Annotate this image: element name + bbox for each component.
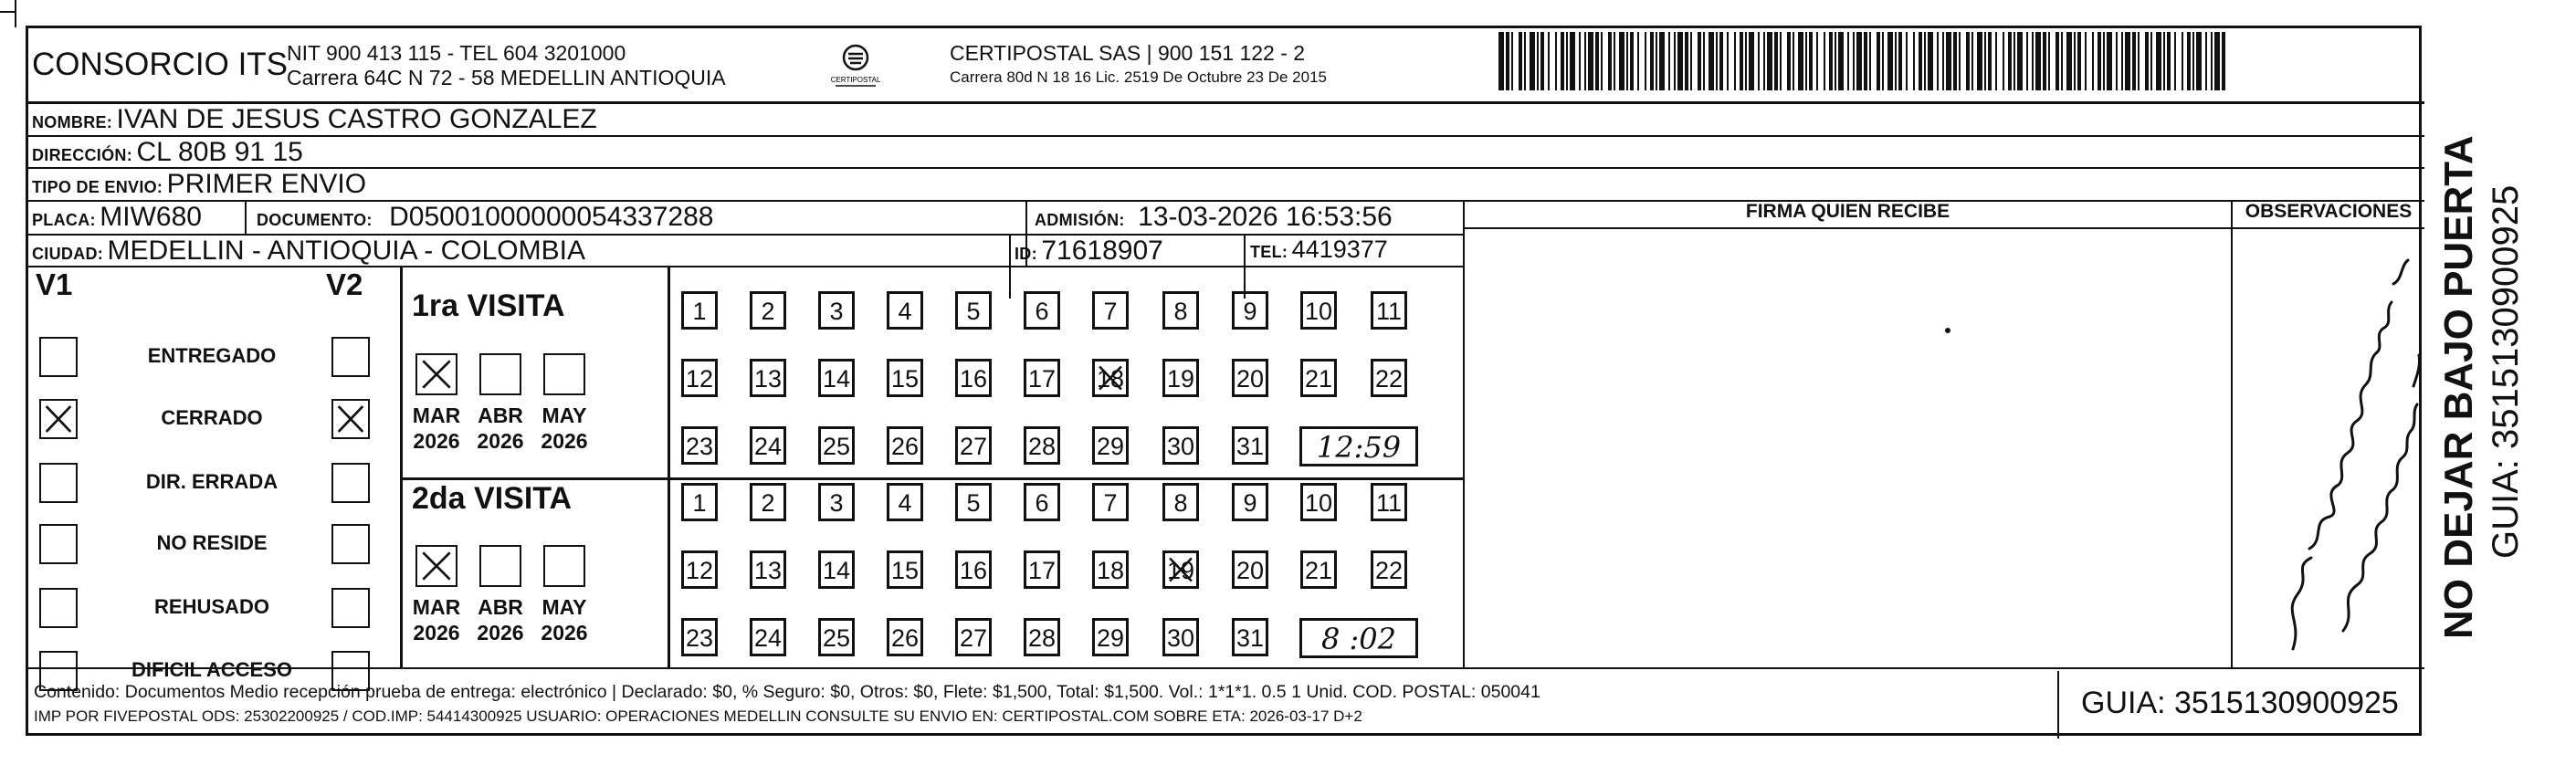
id-cell [1015, 236, 1163, 267]
placa-value: MIW680 [100, 202, 202, 232]
day-box[interactable] [1232, 291, 1268, 330]
observaciones-handwriting [2256, 247, 2421, 658]
day-box[interactable] [818, 359, 855, 397]
month-name: ABR [478, 595, 523, 619]
day-box[interactable] [818, 426, 855, 465]
observaciones-header: OBSERVACIONES [2245, 201, 2413, 222]
day-box[interactable] [750, 618, 786, 656]
day-box[interactable] [1232, 618, 1268, 656]
day-number: 31 [1235, 624, 1265, 652]
day-box[interactable] [818, 291, 855, 330]
v1-checkbox[interactable] [39, 588, 78, 628]
day-box[interactable] [955, 483, 992, 521]
nombre-label: NOMBRE: [32, 113, 113, 131]
documento-value: D05001000000054337288 [389, 202, 714, 232]
day-box[interactable] [1162, 426, 1199, 465]
day-number: 11 [1375, 489, 1403, 517]
month-name: MAY [541, 595, 587, 619]
visit-title: 2da VISITA [412, 481, 573, 516]
day-number: 16 [959, 557, 988, 584]
day-number: 17 [1027, 557, 1057, 584]
day-number: 3 [829, 489, 844, 517]
company-nit: NIT 900 413 115 - TEL 604 3201000 [287, 41, 626, 65]
id-value: 71618907 [1041, 236, 1163, 266]
day-box[interactable] [1024, 550, 1060, 589]
day-number: 23 [685, 433, 714, 460]
day-number: 10 [1304, 298, 1333, 325]
day-box[interactable] [1162, 550, 1199, 589]
status-label: DIR. ERRADA [145, 470, 279, 493]
nombre-row [32, 104, 597, 135]
day-number: 15 [890, 557, 920, 584]
day-number: 6 [1035, 489, 1049, 517]
month-year: 2026 [413, 429, 460, 453]
month-label [409, 403, 464, 454]
no-dejar-bajo-puerta: NO DEJAR BAJO PUERTA [2436, 135, 2481, 639]
logo-caption: CERTIPOSTAL [830, 76, 881, 84]
day-box[interactable] [681, 483, 718, 521]
nombre-value: IVAN DE JESUS CASTRO GONZALEZ [116, 104, 597, 134]
month-year: 2026 [413, 621, 460, 644]
v2-checkbox[interactable] [331, 463, 370, 503]
v2-checkbox[interactable] [331, 588, 370, 628]
month-label [409, 594, 464, 645]
day-box[interactable] [681, 359, 718, 397]
day-box[interactable] [1300, 291, 1337, 330]
company-address: Carrera 64C N 72 - 58 MEDELLIN ANTIOQUIA [287, 66, 726, 89]
day-box[interactable] [1232, 550, 1268, 589]
day-number: 27 [959, 433, 988, 460]
day-box[interactable] [887, 291, 923, 330]
x-check-mark [1095, 362, 1126, 394]
day-box[interactable] [1092, 550, 1129, 589]
day-number: 7 [1103, 489, 1118, 517]
day-number: 24 [753, 624, 783, 652]
day-box[interactable] [887, 618, 923, 656]
month-checkbox[interactable] [543, 545, 585, 587]
day-box[interactable] [1162, 618, 1199, 656]
day-box[interactable] [1162, 291, 1199, 330]
day-box[interactable] [681, 291, 718, 330]
day-number: 27 [959, 624, 988, 652]
day-number: 4 [898, 298, 912, 325]
day-number: 24 [753, 433, 783, 460]
v1-checkbox[interactable] [39, 463, 78, 503]
company-info [287, 41, 726, 90]
day-box[interactable] [1092, 483, 1129, 521]
day-number: 22 [1374, 557, 1404, 584]
day-box[interactable] [887, 483, 923, 521]
id-label: ID: [1015, 245, 1037, 263]
v2-header: V2 [326, 267, 363, 301]
day-number: 2 [761, 298, 775, 325]
tel-value: 4419377 [1291, 236, 1388, 263]
day-box[interactable] [750, 359, 786, 397]
day-number: 28 [1027, 433, 1057, 460]
admision-value: 13-03-2026 16:53:56 [1138, 202, 1393, 232]
status-label: DIFICIL ACCESO [131, 658, 292, 681]
day-box[interactable] [955, 550, 992, 589]
month-checkbox[interactable] [543, 353, 585, 395]
day-number: 25 [822, 624, 851, 652]
visit-time[interactable]: 12:59 [1299, 426, 1418, 466]
day-number: 19 [1166, 365, 1195, 393]
tel-cell [1250, 236, 1388, 264]
day-number: 28 [1027, 624, 1057, 652]
day-box[interactable] [681, 426, 718, 465]
month-checkbox[interactable] [415, 545, 457, 587]
x-check-mark [333, 401, 368, 437]
day-number: 2 [761, 489, 775, 517]
day-number: 5 [966, 489, 981, 517]
ciudad-value: MEDELLIN - ANTIOQUIA - COLOMBIA [107, 236, 585, 266]
day-box[interactable] [955, 426, 992, 465]
day-number: 20 [1235, 557, 1265, 584]
visit-time[interactable]: 8 :02 [1299, 618, 1418, 658]
day-number: 15 [890, 365, 920, 393]
month-year: 2026 [477, 621, 524, 644]
status-label: CERRADO [161, 406, 263, 429]
month-label [473, 403, 528, 454]
firma-header: FIRMA QUIEN RECIBE [1745, 201, 1950, 222]
day-box[interactable] [818, 483, 855, 521]
day-box[interactable] [1232, 359, 1268, 397]
guide-form [26, 26, 2422, 736]
day-number: 26 [890, 433, 920, 460]
day-box[interactable] [1232, 426, 1268, 465]
courier-title: CERTIPOSTAL SAS | 900 151 122 - 2 [950, 41, 1306, 65]
status-label: REHUSADO [154, 595, 269, 618]
day-box[interactable] [681, 550, 718, 589]
day-number: 7 [1103, 298, 1118, 325]
month-name: ABR [478, 403, 523, 427]
day-box[interactable] [1300, 550, 1337, 589]
v2-checkbox[interactable] [331, 399, 370, 439]
day-number: 9 [1243, 298, 1257, 325]
day-number: 21 [1304, 365, 1333, 393]
day-number: 30 [1166, 624, 1195, 652]
day-box[interactable] [887, 359, 923, 397]
day-number: 9 [1243, 489, 1257, 517]
month-label [537, 403, 592, 454]
ciudad-cell [32, 236, 585, 267]
day-number: 25 [822, 433, 851, 460]
day-number: 31 [1235, 433, 1265, 460]
month-year: 2026 [477, 429, 524, 453]
day-number: 13 [753, 557, 783, 584]
day-number: 4 [898, 489, 912, 517]
day-number: 1 [692, 489, 707, 517]
day-box[interactable] [1371, 291, 1407, 330]
day-number: 1 [692, 298, 707, 325]
documento-label: DOCUMENTO: [257, 211, 373, 229]
day-number: 19 [1166, 557, 1195, 584]
day-number: 11 [1375, 298, 1403, 325]
month-year: 2026 [541, 621, 588, 644]
company-name: CONSORCIO ITS [32, 47, 289, 82]
day-number: 5 [966, 298, 981, 325]
day-box[interactable] [1300, 359, 1337, 397]
footer-content: Contenido: Documentos Medio recepción prueba de entrega: electrónico | Declarado: $0, % Seguro: $0, Otros: $0, Flete: $1,500, Total: $1,500. Vol.: 1*1*1. 0.5 1 Unid. COD. POSTAL: 050041 [34, 682, 1540, 702]
day-number: 8 [1173, 489, 1188, 517]
month-checkbox[interactable] [479, 353, 521, 395]
day-number: 10 [1304, 489, 1333, 517]
x-check-mark [41, 401, 76, 437]
v2-checkbox[interactable] [331, 524, 370, 564]
status-label: NO RESIDE [156, 531, 268, 554]
documento-cell [257, 202, 713, 233]
day-number: 22 [1374, 365, 1404, 393]
day-number: 29 [1096, 624, 1125, 652]
day-box[interactable] [1024, 291, 1060, 330]
day-box[interactable] [955, 291, 992, 330]
day-box[interactable] [818, 550, 855, 589]
day-box[interactable] [1024, 618, 1060, 656]
ciudad-label: CIUDAD: [32, 245, 104, 263]
courier-address: Carrera 80d N 18 16 Lic. 2519 De Octubre 23 De 2015 [950, 68, 1327, 86]
corner-mark [15, 0, 16, 27]
day-box[interactable] [750, 426, 786, 465]
day-number: 30 [1166, 433, 1195, 460]
day-number: 6 [1035, 298, 1049, 325]
tipo-row [32, 169, 366, 200]
day-number: 23 [685, 624, 714, 652]
day-number: 12 [685, 557, 714, 584]
x-check-mark [1165, 553, 1196, 586]
tipo-label: TIPO DE ENVIO: [32, 178, 163, 196]
day-box[interactable] [1371, 550, 1407, 589]
day-box[interactable] [955, 618, 992, 656]
day-box[interactable] [1300, 483, 1337, 521]
month-name: MAY [541, 403, 587, 427]
day-box[interactable] [1371, 359, 1407, 397]
day-number: 8 [1173, 298, 1188, 325]
day-number: 12 [685, 365, 714, 393]
day-box[interactable] [955, 359, 992, 397]
signature-mark [1945, 328, 1950, 333]
day-box[interactable] [1024, 359, 1060, 397]
day-box[interactable] [1092, 426, 1129, 465]
direccion-value: CL 80B 91 15 [136, 137, 303, 167]
day-box[interactable] [1092, 618, 1129, 656]
x-check-mark [417, 547, 456, 585]
status-label: ENTREGADO [147, 344, 277, 367]
placa-cell [32, 202, 202, 233]
day-box[interactable] [750, 291, 786, 330]
certipostal-logo [830, 39, 881, 89]
day-box[interactable] [681, 618, 718, 656]
month-checkbox[interactable] [479, 545, 521, 587]
v1-header: V1 [36, 267, 73, 301]
placa-label: PLACA: [32, 211, 96, 229]
day-box[interactable] [1371, 483, 1407, 521]
day-box[interactable] [1092, 291, 1129, 330]
admision-cell [1035, 202, 1393, 233]
day-number: 3 [829, 298, 844, 325]
month-year: 2026 [541, 429, 588, 453]
day-number: 14 [822, 365, 851, 393]
day-number: 20 [1235, 365, 1265, 393]
day-box[interactable] [1162, 483, 1199, 521]
day-number: 16 [959, 365, 988, 393]
day-box[interactable] [750, 483, 786, 521]
day-box[interactable] [1162, 359, 1199, 397]
day-number: 18 [1096, 365, 1125, 393]
day-box[interactable] [750, 550, 786, 589]
day-box[interactable] [818, 618, 855, 656]
day-number: 29 [1096, 433, 1125, 460]
tel-label: TEL: [1250, 243, 1288, 261]
month-checkbox[interactable] [415, 353, 457, 395]
v1-checkbox[interactable] [39, 337, 78, 377]
day-number: 17 [1027, 365, 1057, 393]
month-name: MAR [412, 595, 461, 619]
direccion-row [32, 137, 303, 168]
day-number: 14 [822, 557, 851, 584]
v1-checkbox[interactable] [39, 524, 78, 564]
day-number: 26 [890, 624, 920, 652]
day-number: 13 [753, 365, 783, 393]
x-check-mark [417, 355, 456, 393]
guia-number: GUIA: 3515130900925 [2057, 671, 2423, 739]
direccion-label: DIRECCIÓN: [32, 146, 132, 164]
day-box[interactable] [1232, 483, 1268, 521]
month-name: MAR [412, 403, 461, 427]
tipo-value: PRIMER ENVIO [166, 169, 367, 199]
day-box[interactable] [1024, 426, 1060, 465]
month-label [537, 594, 592, 645]
admision-label: ADMISIÓN: [1035, 211, 1125, 229]
barcode [1498, 32, 2229, 90]
day-box[interactable] [887, 550, 923, 589]
day-box[interactable] [1024, 483, 1060, 521]
day-box[interactable] [887, 426, 923, 465]
day-box[interactable] [1092, 359, 1129, 397]
footer-print-info: IMP POR FIVEPOSTAL ODS: 25302200925 / COD.IMP: 54414300925 USUARIO: OPERACIONES MEDELLIN CONSULTE SU ENVIO EN: CERTIPOSTAL.COM SOBRE ETA: 2026-03-17 D+2 [34, 707, 1362, 725]
day-number: 18 [1096, 557, 1125, 584]
month-label [473, 594, 528, 645]
side-guia-number: GUIA: 3515130900925 [2486, 184, 2526, 559]
v2-checkbox[interactable] [331, 337, 370, 377]
day-number: 21 [1304, 557, 1333, 584]
visit-title: 1ra VISITA [412, 288, 565, 323]
v1-checkbox[interactable] [39, 399, 78, 439]
